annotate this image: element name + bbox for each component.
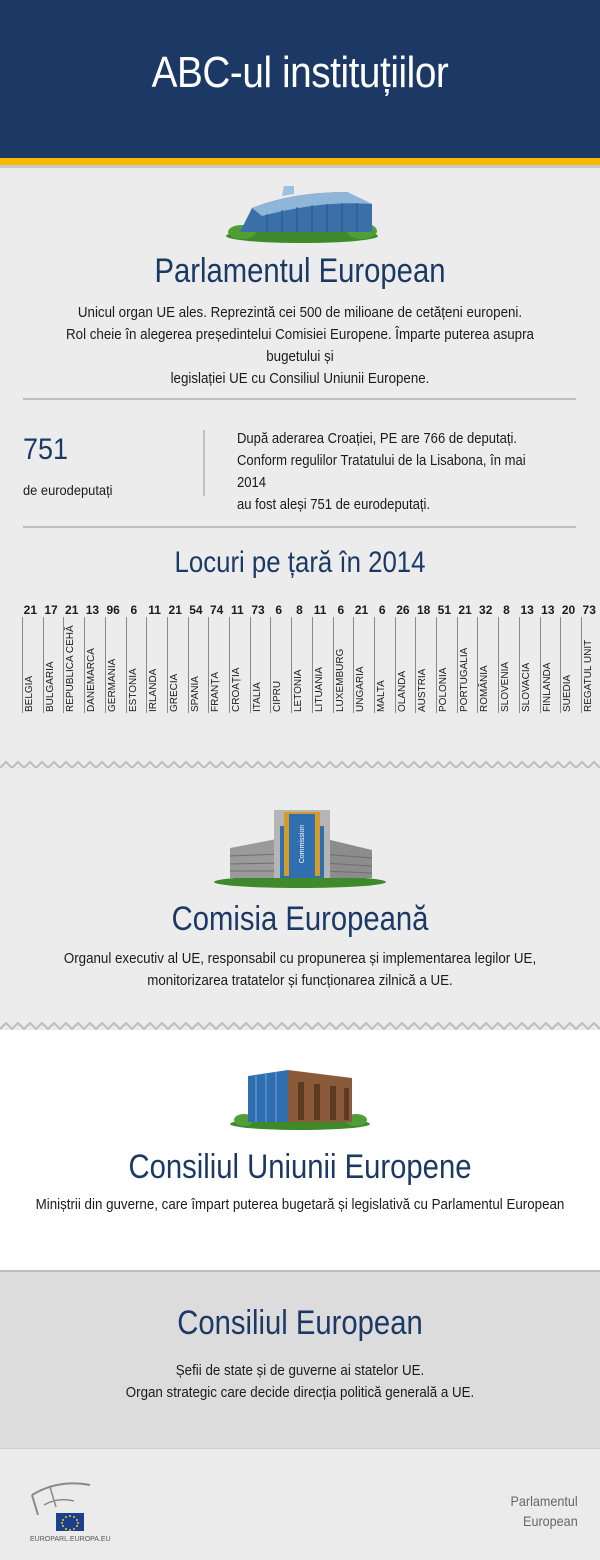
seat-count: 11 bbox=[231, 603, 244, 617]
seat-count: 6 bbox=[378, 603, 386, 617]
seat-column bbox=[310, 603, 331, 713]
country-label: SLOVACIA bbox=[520, 662, 532, 712]
country-label: OLANDA bbox=[396, 670, 408, 712]
country-label: ESTONIA bbox=[127, 668, 139, 712]
seat-count: 21 bbox=[168, 603, 182, 617]
vertical-divider bbox=[203, 430, 205, 496]
footer-line: European bbox=[523, 1513, 578, 1529]
council-eu-description-line: Miniștrii din guverne, care împart puterea bugetară și legislativă cu Parlamentul European bbox=[35, 1197, 565, 1213]
seat-count: 18 bbox=[416, 603, 431, 617]
mep-note bbox=[237, 428, 548, 516]
seat-count: 8 bbox=[503, 603, 510, 617]
commission-description bbox=[61, 948, 539, 992]
seat-count: 96 bbox=[106, 603, 120, 617]
divider bbox=[23, 398, 576, 400]
european-council-description bbox=[61, 1360, 539, 1404]
seat-count: 21 bbox=[23, 603, 38, 617]
seat-count: 54 bbox=[189, 603, 203, 617]
european-council-description-line: Șefii de state și de guverne ai statelor UE. bbox=[175, 1363, 425, 1379]
country-label: REGATUL UNIT bbox=[582, 639, 594, 712]
country-label: IRLANDA bbox=[148, 668, 160, 712]
seats-title: Locuri pe țară în 2014 bbox=[174, 546, 426, 579]
parliament-building-icon bbox=[222, 186, 382, 244]
seat-column bbox=[351, 603, 372, 713]
mep-note-line: au fost aleși 751 de eurodeputați. bbox=[237, 497, 430, 513]
seats-per-country bbox=[20, 603, 596, 713]
seat-count: 73 bbox=[582, 603, 596, 617]
seat-column bbox=[61, 603, 82, 713]
seat-count: 17 bbox=[44, 603, 58, 617]
seat-column bbox=[186, 603, 207, 713]
seat-column bbox=[82, 603, 103, 713]
header-accent-stripe bbox=[0, 158, 600, 165]
seat-column bbox=[268, 603, 289, 713]
seat-column bbox=[496, 603, 517, 713]
mep-count: 751 bbox=[23, 433, 69, 466]
seat-count: 32 bbox=[479, 603, 493, 617]
seat-column bbox=[124, 603, 145, 713]
seat-count: 51 bbox=[437, 603, 452, 617]
commission-title: Comisia Europeană bbox=[171, 900, 429, 938]
country-label: POLONIA bbox=[438, 667, 449, 712]
seat-column bbox=[434, 603, 455, 713]
seat-count: 73 bbox=[251, 603, 265, 617]
country-label: CROAȚIA bbox=[231, 667, 242, 712]
seat-column bbox=[289, 603, 310, 713]
seat-column bbox=[331, 603, 352, 713]
country-label: PORTUGALIA bbox=[458, 647, 470, 712]
european-council-title: Consiliul European bbox=[177, 1304, 423, 1342]
mep-note-line: După aderarea Croației, PE are 766 de deputați. bbox=[237, 431, 518, 447]
seat-count: 11 bbox=[148, 603, 161, 617]
seat-column bbox=[41, 603, 62, 713]
seat-column bbox=[20, 603, 41, 713]
seat-column bbox=[455, 603, 476, 713]
council-eu-description bbox=[33, 1194, 567, 1216]
parliament-title: Parlamentul European bbox=[154, 252, 446, 290]
page-header bbox=[0, 0, 600, 158]
seat-count: 13 bbox=[520, 603, 534, 617]
council-building-icon bbox=[228, 1064, 372, 1132]
commission-description-line: monitorizarea tratatelor și funcționarea zilnică a UE. bbox=[147, 973, 453, 989]
country-label: DANEMARCA bbox=[86, 648, 98, 712]
seat-count: 6 bbox=[130, 603, 138, 617]
seat-column bbox=[579, 603, 600, 713]
mep-note-line: Conform regulilor Tratatului de la Lisabona, în mai 2014 bbox=[237, 453, 526, 491]
seat-column bbox=[248, 603, 269, 713]
mep-count-label: de eurodeputați bbox=[23, 482, 113, 498]
country-label: SLOVENIA bbox=[500, 661, 512, 712]
seat-count: 74 bbox=[209, 603, 224, 617]
seat-count: 21 bbox=[65, 603, 79, 617]
country-label: LITUANIA bbox=[313, 666, 325, 712]
commission-description-line: Organul executiv al UE, responsabil cu propunerea și implementarea legilor UE, bbox=[63, 951, 537, 967]
seat-column bbox=[517, 603, 538, 713]
seat-column bbox=[413, 603, 434, 713]
council-eu-section bbox=[0, 1030, 600, 1270]
parliament-description-line: Unicul organ UE ales. Reprezintă cei 500 de milioane de cetățeni europeni. bbox=[77, 305, 523, 321]
seat-count: 21 bbox=[458, 603, 472, 617]
seat-count: 21 bbox=[354, 603, 369, 617]
footer bbox=[0, 1448, 600, 1560]
divider bbox=[23, 526, 576, 528]
seat-column bbox=[558, 603, 579, 713]
council-eu-title: Consiliul Uniunii Europene bbox=[128, 1148, 472, 1186]
country-label: AUSTRIA bbox=[417, 668, 429, 712]
seat-column bbox=[372, 603, 393, 713]
parliament-description-line: Rol cheie în alegerea președintelui Comisiei Europene. Împarte puterea asupra bugetului și bbox=[66, 327, 534, 365]
europarl-logo[interactable] bbox=[28, 1475, 108, 1535]
seat-column bbox=[144, 603, 165, 713]
country-label: LUXEMBURG bbox=[334, 648, 346, 712]
seat-count: 13 bbox=[85, 603, 100, 617]
seat-column bbox=[475, 603, 496, 713]
country-label: ITALIA bbox=[251, 682, 263, 712]
country-label: UNGARIA bbox=[355, 666, 367, 712]
country-label: ROMÂNIA bbox=[479, 665, 491, 712]
seat-count: 6 bbox=[275, 603, 283, 617]
seat-count: 6 bbox=[337, 603, 345, 617]
footer-institution-name bbox=[511, 1491, 578, 1531]
country-label: LETONIA bbox=[293, 669, 305, 712]
parliament-section bbox=[0, 168, 600, 768]
seat-count: 8 bbox=[296, 603, 303, 617]
seat-count: 13 bbox=[541, 603, 555, 617]
seat-column bbox=[206, 603, 227, 713]
country-label: SPANIA bbox=[189, 676, 201, 712]
commission-section bbox=[0, 768, 600, 1030]
page-title: ABC-ul instituțiilor bbox=[151, 48, 449, 97]
country-label: FRANȚA bbox=[210, 672, 222, 712]
seat-column bbox=[393, 603, 414, 713]
footer-line: Parlamentul bbox=[510, 1493, 578, 1509]
country-label: FINLANDA bbox=[541, 662, 553, 712]
seat-column bbox=[227, 603, 248, 713]
parliament-description-line: legislației UE cu Consiliul Uniunii Europene. bbox=[170, 371, 430, 387]
seat-count: 11 bbox=[313, 603, 327, 617]
seat-column bbox=[103, 603, 124, 713]
european-council-description-line: Organ strategic care decide direcția politică generală a UE. bbox=[125, 1385, 475, 1401]
country-label: GRECIA bbox=[168, 673, 180, 712]
country-label: CIPRU bbox=[272, 680, 284, 712]
parliament-description bbox=[61, 302, 539, 390]
commission-building-icon bbox=[212, 808, 388, 888]
country-label: REPUBLICA CEHĂ bbox=[65, 625, 77, 712]
logo-url[interactable]: EUROPARL.EUROPA.EU bbox=[30, 1536, 111, 1543]
country-label: BULGARIA bbox=[44, 661, 56, 712]
seat-count: 20 bbox=[561, 603, 576, 617]
seat-count: 26 bbox=[396, 603, 410, 617]
seat-column bbox=[165, 603, 186, 713]
country-label: SUEDIA bbox=[562, 674, 574, 712]
country-label: GERMANIA bbox=[106, 658, 118, 712]
country-label: MALTA bbox=[375, 680, 387, 712]
commission-building-label: Commission bbox=[299, 824, 306, 864]
country-label: BELGIA bbox=[24, 675, 35, 712]
seat-column bbox=[538, 603, 559, 713]
